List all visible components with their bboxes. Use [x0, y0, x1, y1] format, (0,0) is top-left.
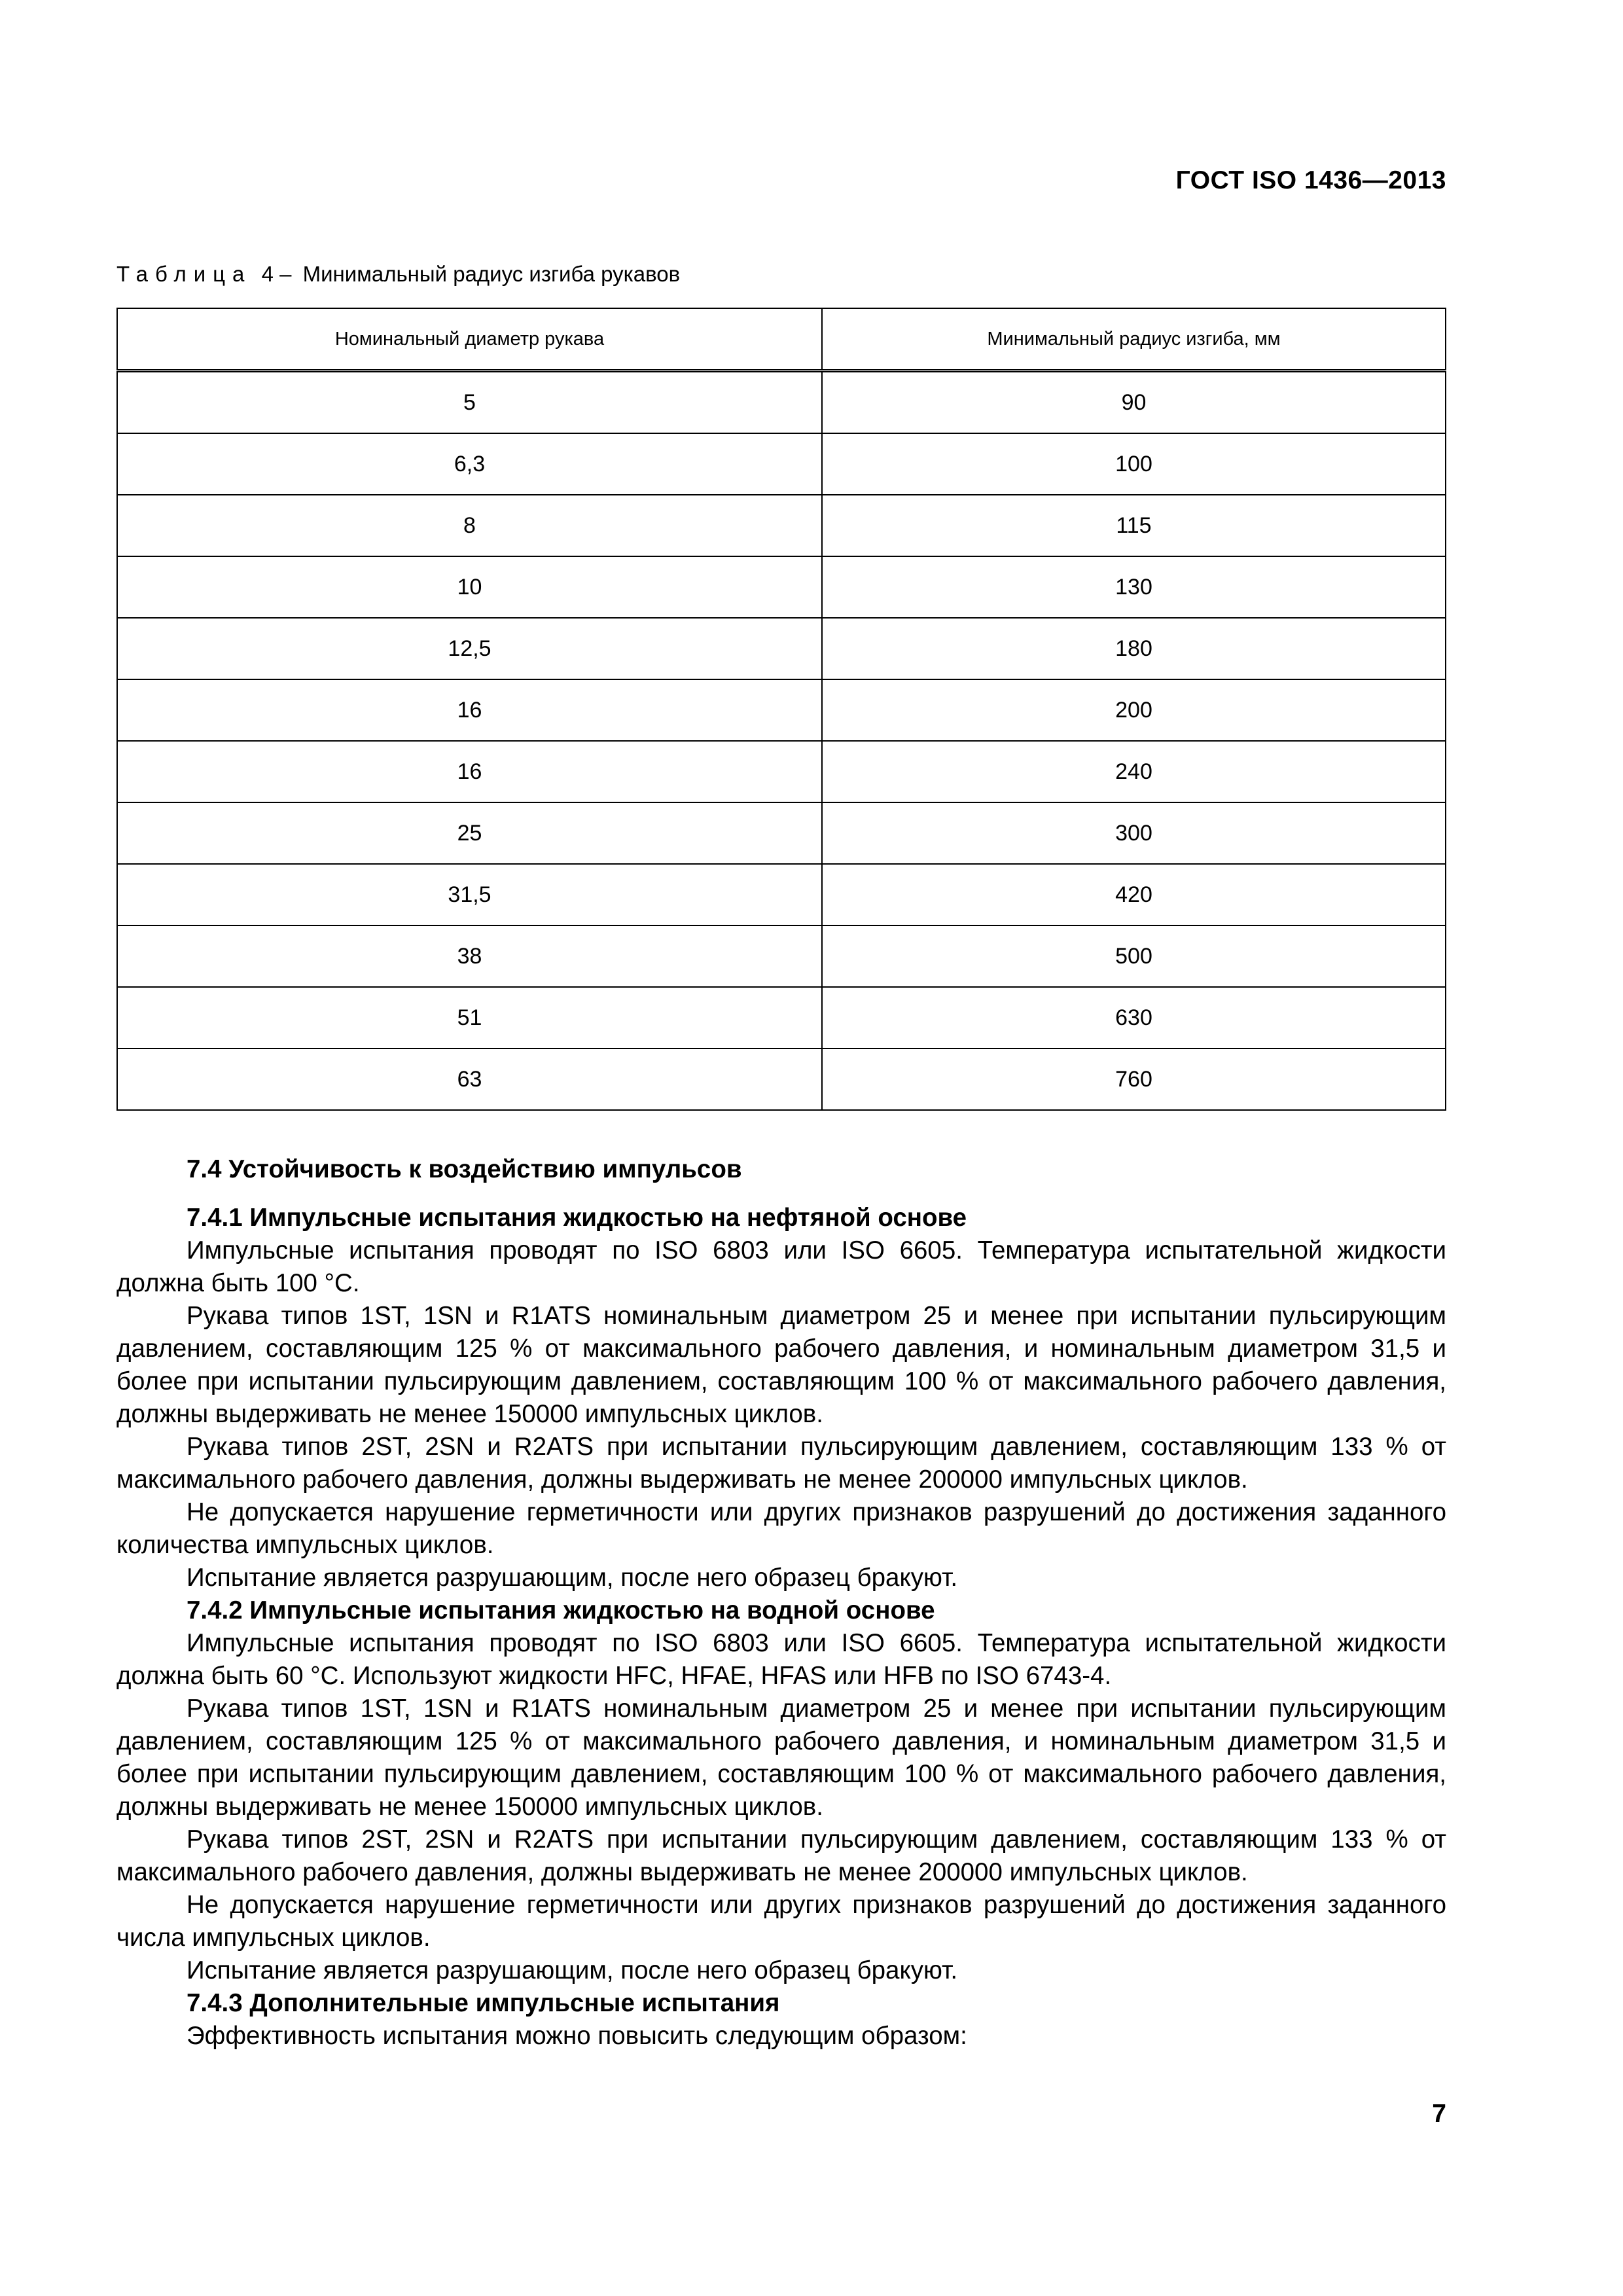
table-row [117, 495, 1446, 556]
cell-radius: 90 [822, 371, 1446, 434]
cell-radius: 500 [822, 925, 1446, 987]
section-7-4-3-heading: 7.4.3 Дополнительные импульсные испытания [187, 1989, 780, 2017]
table-row [117, 433, 1446, 495]
section-7-4-1-paragraph: Рукава типов 2ST, 2SN и R2ATS при испытании пульсирующим давлением, составляющим 133 % от максимального рабочего давления, должны выдерживать не менее 200000 импульсных циклов. [116, 1433, 1446, 1494]
table-caption-word: Таблица [116, 262, 252, 286]
cell-diameter: 51 [117, 987, 822, 1049]
table-row [117, 864, 1446, 925]
section-7-4-2-paragraph: Импульсные испытания проводят по ISO 6803 или ISO 6605. Температура испытательной жидкости должна быть 60 °С. Используют жидкости HFC, HFAE, HFAS или HFB по ISO 6743-4. [116, 1629, 1446, 1690]
table-row [117, 925, 1446, 987]
table-row [117, 987, 1446, 1049]
cell-radius: 300 [822, 802, 1446, 864]
table-row [117, 618, 1446, 679]
cell-radius: 115 [822, 495, 1446, 556]
section-7-4-heading: 7.4 Устойчивость к воздействию импульсов [187, 1155, 742, 1183]
table-header-row [117, 308, 1446, 371]
section-7-4-2-paragraph: Не допускается нарушение герметичности или других признаков разрушений до достижения заданного числа импульсных циклов. [116, 1891, 1446, 1952]
section-7-4-1-paragraph: Импульсные испытания проводят по ISO 6803 или ISO 6605. Температура испытательной жидкости должна быть 100 °С. [116, 1236, 1446, 1297]
table-row [117, 371, 1446, 434]
cell-radius: 200 [822, 679, 1446, 741]
cell-radius: 420 [822, 864, 1446, 925]
table-row [117, 1049, 1446, 1110]
section-7-4-3-paragraph: Эффективность испытания можно повысить следующим образом: [187, 2022, 967, 2050]
table-row [117, 556, 1446, 618]
section-7-4-2-paragraph: Испытание является разрушающим, после него образец бракуют. [187, 1956, 958, 1984]
cell-diameter: 8 [117, 495, 822, 556]
table-caption [116, 262, 680, 287]
cell-diameter: 12,5 [117, 618, 822, 679]
cell-diameter: 31,5 [117, 864, 822, 925]
cell-radius: 240 [822, 741, 1446, 802]
document-code-header: ГОСТ ISO 1436—2013 [1175, 166, 1446, 194]
section-7-4-1-paragraph: Не допускается нарушение герметичности или других признаков разрушений до достижения заданного количества импульсных циклов. [116, 1498, 1446, 1559]
section-7-4-2-heading: 7.4.2 Импульсные испытания жидкостью на водной основе [187, 1596, 935, 1624]
cell-radius: 100 [822, 433, 1446, 495]
cell-diameter: 63 [117, 1049, 822, 1110]
cell-radius: 130 [822, 556, 1446, 618]
column-header-diameter: Номинальный диаметр рукава [117, 308, 822, 371]
section-7-4-1-paragraph: Испытание является разрушающим, после него образец бракуют. [187, 1564, 958, 1592]
cell-radius: 180 [822, 618, 1446, 679]
section-7-4-1-paragraph: Рукава типов 1ST, 1SN и R1ATS номинальным диаметром 25 и менее при испытании пульсирующим давлением, составляющим 125 % от максимального рабочего давления, и номинальным диаметром 31,5 и более при испытании пульсирующим давлением, составляющим 100 % от максимального рабочего давления, должны выдерживать не менее 150000 импульсных циклов. [116, 1302, 1446, 1428]
cell-diameter: 10 [117, 556, 822, 618]
table-row [117, 679, 1446, 741]
table-row [117, 741, 1446, 802]
cell-diameter: 6,3 [117, 433, 822, 495]
bend-radius-table-container [116, 308, 1446, 1111]
section-7-4-1-heading: 7.4.1 Импульсные испытания жидкостью на нефтяной основе [187, 1204, 967, 1232]
table-row [117, 802, 1446, 864]
body-text [116, 1153, 1446, 2053]
cell-diameter: 5 [117, 371, 822, 434]
cell-radius: 760 [822, 1049, 1446, 1110]
cell-radius: 630 [822, 987, 1446, 1049]
cell-diameter: 16 [117, 741, 822, 802]
section-7-4-2-paragraph: Рукава типов 2ST, 2SN и R2ATS при испытании пульсирующим давлением, составляющим 133 % от максимального рабочего давления, должны выдерживать не менее 200000 импульсных циклов. [116, 1825, 1446, 1886]
bend-radius-table [116, 308, 1446, 1111]
table-caption-title: Минимальный радиус изгиба рукавов [302, 262, 681, 286]
column-header-radius: Минимальный радиус изгиба, мм [822, 308, 1446, 371]
cell-diameter: 16 [117, 679, 822, 741]
cell-diameter: 38 [117, 925, 822, 987]
cell-diameter: 25 [117, 802, 822, 864]
section-7-4-2-paragraph: Рукава типов 1ST, 1SN и R1ATS номинальным диаметром 25 и менее при испытании пульсирующим давлением, составляющим 125 % от максимального рабочего давления, и номинальным диаметром 31,5 и более при испытании пульсирующим давлением, составляющим 100 % от максимального рабочего давления, должны выдерживать не менее 150000 импульсных циклов. [116, 1695, 1446, 1821]
table-caption-number: 4 – [261, 262, 292, 286]
page-number: 7 [1432, 2100, 1446, 2128]
